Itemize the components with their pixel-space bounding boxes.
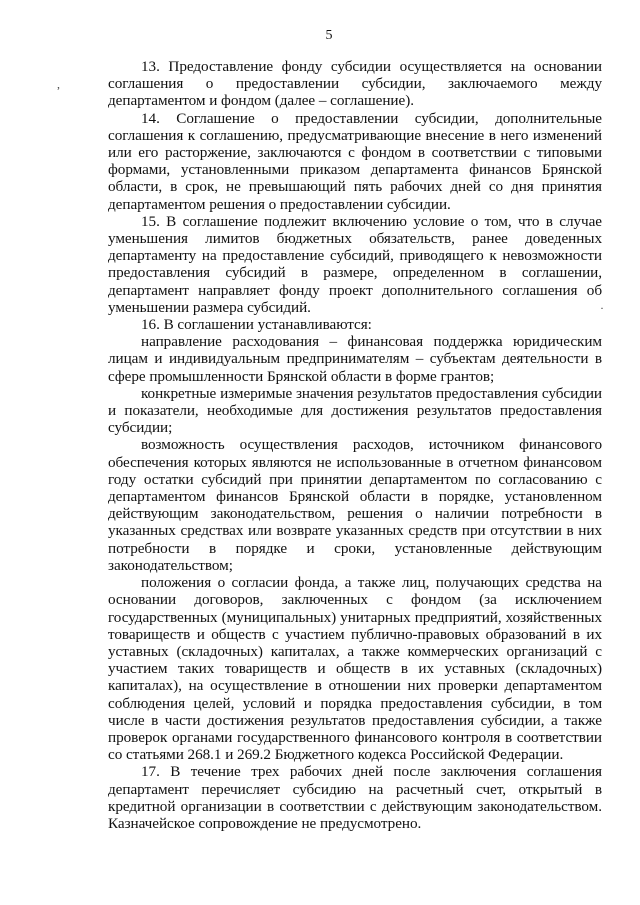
list-item-expenses: возможность осуществления расходов, источником финансового обеспечения которых являются не использованные в отчетном финансовом году остатки субсидий при принятии департаментом по согласованию с департаментом финансов Брянской области в порядке, установленном действующим законодательством, решения о наличии потребности в указанных средствах или возврате указанных средств при отсутствии в них потребности в порядке и сроки, установленные действующим законодательством;	[108, 436, 602, 574]
scan-mark: ·	[600, 301, 604, 315]
scan-mark: ,	[57, 77, 60, 91]
list-item-results: конкретные измеримые значения результатов предоставления субсидии и показатели, необходимые для достижения результатов предоставления субсидии;	[108, 384, 602, 437]
paragraph-17: 17. В течение трех рабочих дней после заключения соглашения департамент перечисляет субсидию на расчетный счет, открытый в кредитной организации в соответствии с действующим законодательством. Казначейское сопровождение не предусмотрено.	[108, 763, 602, 832]
paragraph-15: 15. В соглашение подлежит включению условие о том, что в случае уменьшения лимитов бюджетных обязательств, ранее доведенных департаменту на предоставление субсидий, приводящего к невозможности предоставления субсидий в размере, определенном в соглашении, департамент направляет фонду проект дополнительного соглашения об уменьшении размера субсидий.	[108, 212, 602, 316]
list-item-direction: направление расходования – финансовая поддержка юридическим лицам и индивидуальным предпринимателям – субъектам деятельности в сфере промышленности Брянской области в форме грантов;	[108, 333, 602, 385]
paragraph-14: 14. Соглашение о предоставлении субсидии, дополнительные соглашения к соглашению, предусматривающие внесение в него изменений или его расторжение, заключаются с фондом в соответствии с типовыми формами, установленными приказом департамента финансов Брянской области, в срок, не превышающий пять рабочих дней со дня принятия департаментом решения о предоставлении субсидии.	[108, 109, 602, 213]
page-number: 5	[325, 28, 333, 43]
paragraph-16-intro: 16. В соглашении устанавливаются:	[141, 316, 372, 334]
list-item-consent: положения о согласии фонда, а также лиц, получающих средства на основании договоров, заключенных с фондом (за исключением государственных (муниципальных) унитарных предприятий, хозяйственных товариществ и обществ с участием публично-правовых образований в их уставных (складочных) капиталах, а также коммерческих организаций с участием таких товариществ и обществ в их уставных (складочных) капиталах), на осуществление в отношении них проверки департаментом соблюдения целей, условий и порядка предоставления субсидии, в том числе в части достижения результатов предоставления субсидии, а также проверок органами государственного финансового контроля в соответствии со статьями 268.1 и 269.2 Бюджетного кодекса Российской Федерации.	[108, 574, 602, 764]
paragraph-13: 13. Предоставление фонду субсидии осуществляется на основании соглашения о предоставлении субсидии, заключаемого между департаментом и фондом (далее – соглашение).	[108, 58, 602, 110]
